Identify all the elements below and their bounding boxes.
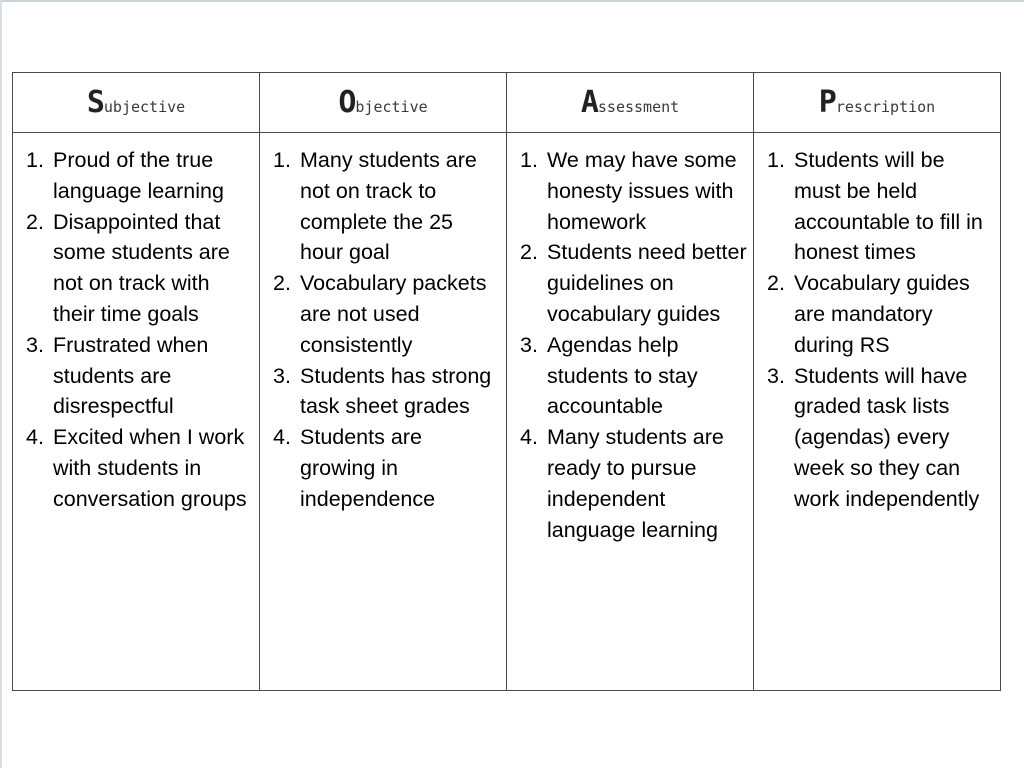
list-item <box>507 145 753 237</box>
item-number: 2. <box>273 271 291 296</box>
header-row <box>13 73 1001 133</box>
list-item <box>507 330 753 422</box>
list-item <box>13 145 259 207</box>
subjective-list <box>13 145 259 515</box>
item-number: 3. <box>273 363 291 388</box>
header-prescription <box>754 73 1001 133</box>
item-number: 4. <box>26 425 44 450</box>
item-number: 2. <box>520 240 538 265</box>
item-text: Students will be must be held accountable to fill in honest times <box>794 148 983 265</box>
item-number: 1. <box>26 148 44 172</box>
header-assessment <box>507 73 754 133</box>
list-item <box>13 422 259 514</box>
list-item <box>13 207 259 330</box>
prescription-list <box>754 145 1000 515</box>
header-rest: rescription <box>835 98 936 116</box>
item-text: Many students are ready to pursue independent language learning <box>547 425 724 542</box>
header-subjective <box>13 73 260 133</box>
item-text: Agendas help students to stay accountable <box>547 332 698 419</box>
header-rest: bjective <box>355 98 428 116</box>
item-number: 1. <box>273 148 291 172</box>
item-number: 3. <box>520 332 538 357</box>
slide-top-edge <box>0 0 1024 2</box>
item-text: Vocabulary guides are mandatory during RS <box>794 271 970 357</box>
list-item <box>260 268 506 360</box>
objective-list <box>260 145 506 515</box>
item-text: Frustrated when students are disrespectful <box>53 332 209 419</box>
item-text: Vocabulary packets are not used consistently <box>300 271 487 357</box>
item-text: Students has strong task sheet grades <box>300 363 492 419</box>
list-item <box>754 268 1000 360</box>
header-initial: A <box>580 85 598 120</box>
item-text: Excited when I work with students in conversation groups <box>53 425 247 511</box>
list-item <box>260 361 506 423</box>
item-number: 3. <box>26 332 44 357</box>
item-text: Proud of the true language learning <box>53 148 224 203</box>
header-initial: S <box>86 85 104 120</box>
item-number: 1. <box>520 148 538 172</box>
header-rest: ssessment <box>597 98 680 116</box>
cell-prescription <box>754 133 1001 691</box>
cell-objective <box>260 133 507 691</box>
item-text: We may have some honesty issues with homework <box>547 148 737 234</box>
soap-table <box>12 72 1001 691</box>
list-item <box>754 145 1000 268</box>
item-text: Many students are not on track to complete the 25 hour goal <box>300 148 477 265</box>
item-number: 2. <box>26 209 44 234</box>
header-initial: P <box>818 85 836 120</box>
item-number: 4. <box>273 425 291 450</box>
item-number: 1. <box>767 148 785 172</box>
list-item <box>507 422 753 545</box>
list-item <box>507 237 753 329</box>
assessment-list <box>507 145 753 545</box>
header-initial: O <box>338 85 356 120</box>
slide-left-edge <box>0 0 2 768</box>
item-number: 4. <box>520 425 538 450</box>
item-number: 3. <box>767 363 785 388</box>
item-text: Students are growing in independence <box>300 425 436 511</box>
list-item <box>754 361 1000 515</box>
header-objective <box>260 73 507 133</box>
list-item <box>13 330 259 422</box>
item-number: 2. <box>767 271 785 296</box>
cell-subjective <box>13 133 260 691</box>
list-item <box>260 145 506 268</box>
item-text: Students need better guidelines on vocabulary guides <box>547 240 747 326</box>
item-text: Students will have graded task lists (agendas) every week so they can work independently <box>794 363 980 511</box>
list-item <box>260 422 506 514</box>
content-row <box>13 133 1001 691</box>
cell-assessment <box>507 133 754 691</box>
header-rest: ubjective <box>103 98 186 116</box>
item-text: Disappointed that some students are not on track with their time goals <box>53 209 230 326</box>
